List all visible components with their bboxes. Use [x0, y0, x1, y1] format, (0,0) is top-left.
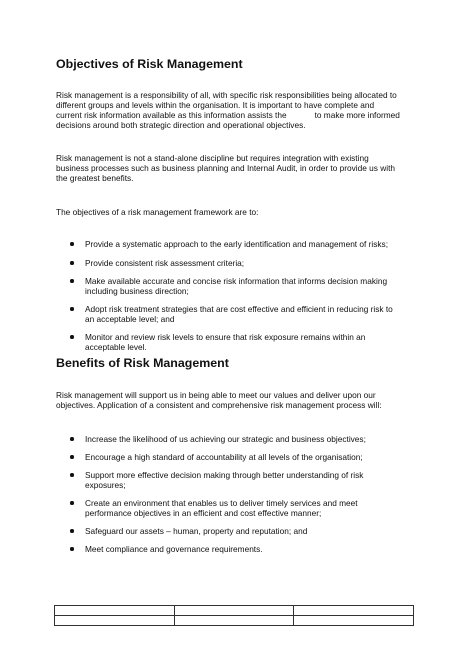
- table-row: [55, 616, 414, 626]
- objectives-intro: [56, 207, 422, 217]
- text-line: different groups and levels within the organisation. It is important to have complete and: [56, 100, 375, 111]
- text-line: Safeguard our assets – human, property and reputation; and: [85, 526, 308, 536]
- text-line: Increase the likelihood of us achieving our strategic and business objectives;: [85, 434, 366, 444]
- bullet-icon: [70, 547, 74, 551]
- text-line: decisions around both strategic direction and operational objectives.: [56, 120, 306, 131]
- bullet-icon: [70, 307, 74, 311]
- bullet-icon: [70, 501, 74, 505]
- bullet-text: [85, 258, 422, 268]
- table-cell: [174, 616, 294, 626]
- text-line: objectives. Application of a consistent and comprehensive risk management process will:: [56, 400, 382, 411]
- bullet-text: [85, 276, 422, 296]
- bullet-text: [85, 239, 422, 249]
- text-line: [56, 110, 422, 120]
- text-line: Support more effective decision making through better understanding of risk: [85, 470, 364, 480]
- bullet-icon: [70, 261, 74, 265]
- bullet-text: [85, 498, 422, 518]
- text-line: including business direction;: [85, 286, 189, 297]
- bullet-icon: [70, 242, 74, 246]
- table-cell: [55, 606, 175, 616]
- text-line: Make available accurate and concise risk information that informs decision making: [85, 276, 388, 286]
- bullet-text: [85, 470, 422, 490]
- table-cell: [55, 616, 175, 626]
- text-line: business processes such as business planning and Internal Audit, in order to provide us with: [56, 163, 395, 174]
- text-line: performance objectives in an efficient and cost effective manner;: [85, 508, 322, 519]
- text-line: the greatest benefits.: [56, 173, 134, 184]
- bullet-icon: [70, 455, 74, 459]
- bullet-icon: [70, 279, 74, 283]
- bullet-text: [85, 544, 422, 554]
- text-line: Create an environment that enables us to deliver timely services and meet: [85, 498, 358, 508]
- table-cell: [174, 606, 294, 616]
- text-line: acceptable level.: [85, 342, 147, 353]
- text-line: Provide consistent risk assessment criteria;: [85, 258, 245, 268]
- objectives-paragraph-2: [56, 153, 422, 183]
- table-cell: [294, 616, 414, 626]
- bullet-text: [85, 452, 422, 462]
- text-line: Risk management is a responsibility of all, with specific risk responsibilities being allocated to: [56, 90, 397, 100]
- text-line: Risk management is not a stand-alone discipline but requires integration with existing: [56, 153, 369, 163]
- objectives-heading: Objectives of Risk Management: [56, 57, 243, 71]
- text-line: Provide a systematic approach to the early identification and management of risks;: [85, 239, 388, 249]
- text-line: exposures;: [85, 480, 126, 491]
- text-line: Adopt risk treatment strategies that are cost effective and efficient in reducing risk to: [85, 304, 393, 314]
- bullet-text: [85, 434, 422, 444]
- bullet-text: [85, 304, 422, 324]
- benefits-heading: Benefits of Risk Management: [56, 356, 229, 370]
- table-row: [55, 606, 414, 616]
- text-line: Risk management will support us in being able to meet our values and deliver upon our: [56, 390, 376, 400]
- bullet-icon: [70, 335, 74, 339]
- text-segment: to make more informed: [314, 110, 400, 121]
- text-line: Encourage a high standard of accountability at all levels of the organisation;: [85, 452, 363, 462]
- table-cell: [294, 606, 414, 616]
- text-line: The objectives of a risk management framework are to:: [56, 207, 259, 217]
- bullet-icon: [70, 473, 74, 477]
- benefits-paragraph: [56, 390, 422, 410]
- footer-table: [54, 605, 414, 626]
- bullet-text: [85, 526, 422, 536]
- text-segment: current risk information available as this information assists the: [56, 110, 287, 121]
- text-line: Meet compliance and governance requirements.: [85, 544, 263, 554]
- text-line: an acceptable level; and: [85, 314, 175, 325]
- objectives-paragraph-1: [56, 90, 422, 130]
- text-line: Monitor and review risk levels to ensure that risk exposure remains within an: [85, 332, 366, 342]
- bullet-icon: [70, 437, 74, 441]
- bullet-icon: [70, 529, 74, 533]
- bullet-text: [85, 332, 422, 352]
